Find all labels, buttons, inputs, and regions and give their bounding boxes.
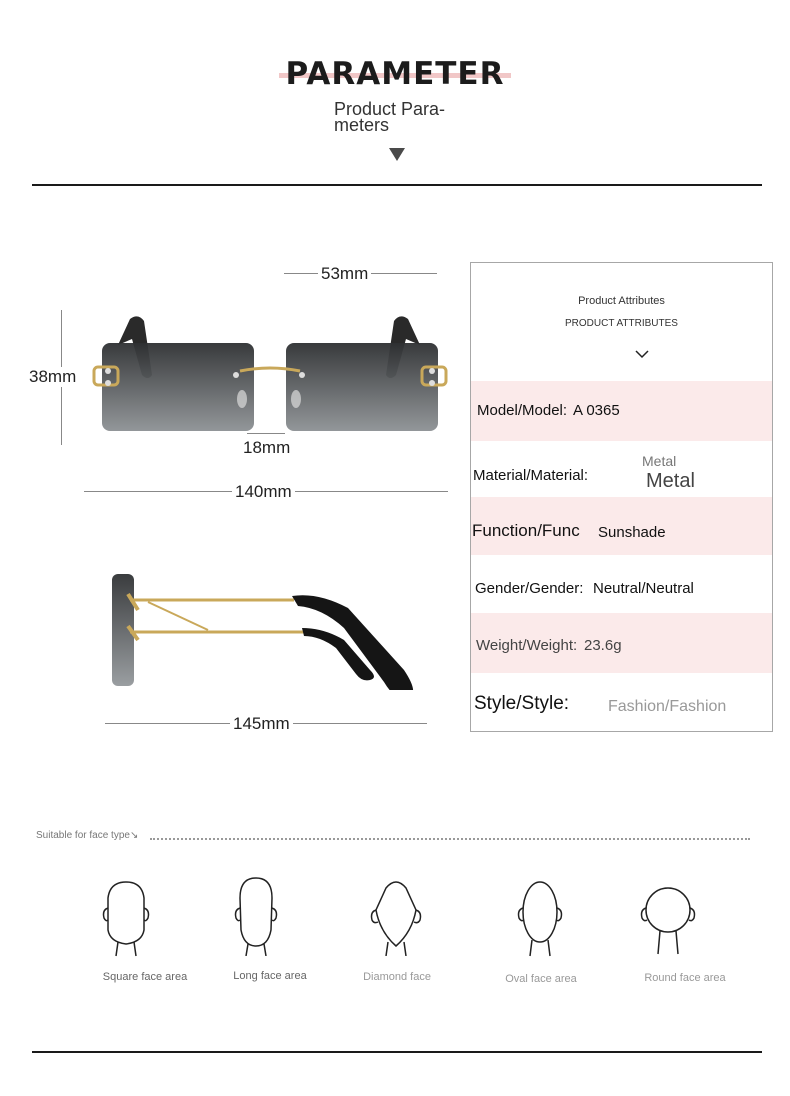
face-type-title: Suitable for face type↘ bbox=[36, 830, 139, 841]
attributes-heading: Product Attributes bbox=[578, 295, 665, 307]
product-attributes-panel bbox=[470, 262, 773, 732]
face-label-round: Round face area bbox=[644, 972, 726, 984]
lens-height-label: 38mm bbox=[26, 367, 79, 387]
attr-row-gender bbox=[471, 555, 772, 613]
temple-length-label: 145mm bbox=[230, 714, 293, 734]
long-face-icon bbox=[226, 876, 286, 956]
attr-value-faint: Metal bbox=[642, 453, 677, 469]
lens-width-label: 53mm bbox=[318, 264, 371, 284]
attr-label: Style/Style: bbox=[474, 693, 570, 714]
bridge-label: 18mm bbox=[240, 438, 293, 458]
attr-value: Fashion/Fashion bbox=[608, 698, 727, 715]
page-title: PARAMETER bbox=[285, 56, 505, 92]
attr-value: Sunshade bbox=[598, 524, 666, 541]
square-face-icon bbox=[96, 878, 156, 958]
round-face-icon bbox=[638, 878, 698, 958]
frame-width-label: 140mm bbox=[232, 482, 295, 502]
attr-row-model bbox=[471, 381, 772, 441]
glasses-front-image bbox=[90, 305, 450, 440]
dotted-divider bbox=[150, 838, 750, 840]
attr-row-function bbox=[471, 497, 772, 555]
attr-value: Neutral/Neutral bbox=[593, 580, 694, 597]
attr-label: Gender/Gender: bbox=[475, 580, 584, 597]
glasses-side-image bbox=[108, 570, 428, 690]
attr-value: Metal bbox=[646, 470, 695, 492]
attr-row-material bbox=[471, 441, 772, 497]
face-label-diamond: Diamond face bbox=[363, 971, 431, 983]
bottom-divider bbox=[32, 1051, 762, 1053]
face-label-square: Square face area bbox=[102, 971, 188, 983]
attr-label: Function/Func bbox=[472, 521, 580, 540]
face-label-oval: Oval face area bbox=[505, 973, 577, 985]
attr-label: Model/Model: bbox=[477, 402, 568, 419]
attributes-heading-caps: PRODUCT ATTRIBUTES bbox=[565, 318, 678, 329]
attr-row-style bbox=[471, 673, 772, 732]
chevron-down-icon bbox=[635, 349, 649, 359]
attr-value: A 0365 bbox=[573, 402, 620, 419]
attr-label: Material/Material: bbox=[473, 467, 589, 484]
bridge-line bbox=[247, 433, 285, 434]
page-subtitle: Product Para- meters bbox=[334, 99, 446, 135]
diamond-face-icon bbox=[366, 876, 426, 956]
face-label-long: Long face area bbox=[233, 970, 307, 982]
top-divider bbox=[32, 184, 762, 186]
attr-label: Weight/Weight: bbox=[476, 637, 578, 654]
oval-face-icon bbox=[510, 878, 570, 958]
down-triangle-icon bbox=[389, 148, 405, 161]
attr-value: 23.6g bbox=[584, 637, 622, 654]
attr-row-weight bbox=[471, 613, 772, 673]
